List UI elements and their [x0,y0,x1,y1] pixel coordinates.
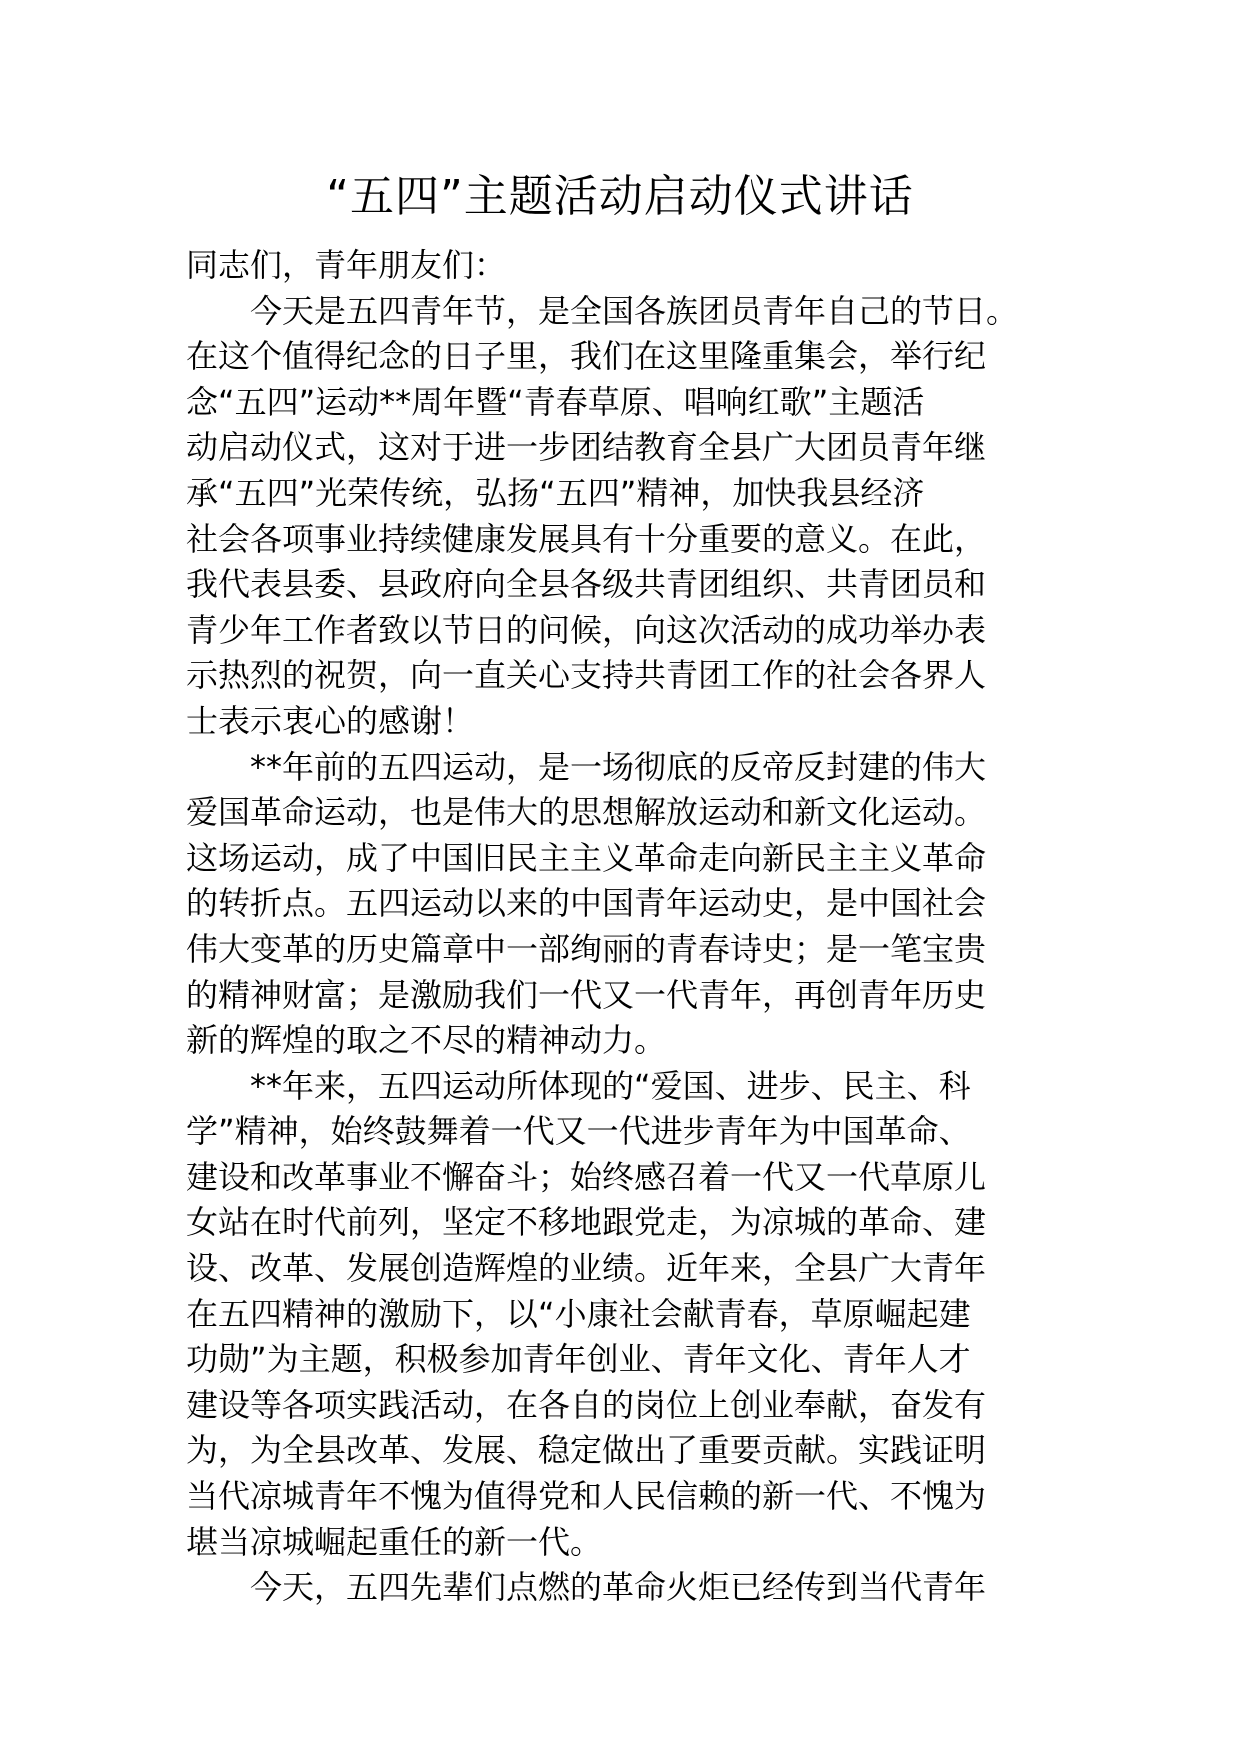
paragraph-line: 的转折点。五四运动以来的中国青年运动史，是中国社会 [186,884,987,923]
paragraph-line: 建设等各项实践活动，在各自的岗位上创业奉献，奋发有 [186,1385,987,1424]
paragraph-line: 堪当凉城崛起重任的新一代。 [186,1522,603,1561]
paragraph-line: 社会各项事业持续健康发展具有十分重要的意义。在此， [186,519,987,558]
paragraph-line: 的精神财富；是激励我们一代又一代青年，再创青年历史 [186,975,987,1014]
paragraph-line: 今天，五四先辈们点燃的革命火炬已经传到当代青年 [250,1568,987,1607]
paragraph-1 [186,289,1086,745]
paragraph-line: 在这个值得纪念的日子里，我们在这里隆重集会，举行纪 [186,337,987,376]
paragraph-3 [186,1064,1086,1566]
paragraph-line: **年前的五四运动，是一场彻底的反帝反封建的伟大 [250,747,987,786]
paragraph-line: 爱国革命运动，也是伟大的思想解放运动和新文化运动。 [186,793,987,832]
paragraph-line: 新的辉煌的取之不尽的精神动力。 [186,1021,667,1060]
document-body [186,243,1086,1611]
salutation: 同志们，青年朋友们： [186,246,507,284]
paragraph-line: 承“五四”光荣传统，弘扬“五四”精神，加快我县经济 [186,473,925,512]
paragraph-line: 今天是五四青年节，是全国各族团员青年自己的节日。 [250,291,1019,330]
document-title: “五四”主题活动启动仪式讲话 [326,171,914,222]
paragraph-2 [186,745,1086,1064]
paragraph-line: 士表示衷心的感谢！ [186,701,475,740]
paragraph-line: 为，为全县改革、发展、稳定做出了重要贡献。实践证明 [186,1431,987,1470]
paragraph-line: 我代表县委、县政府向全县各级共青团组织、共青团员和 [186,565,987,604]
paragraph-line: **年来，五四运动所体现的“爱国、进步、民主、科 [250,1066,971,1105]
paragraph-line: 设、改革、发展创造辉煌的业绩。近年来，全县广大青年 [186,1249,987,1288]
paragraph-line: 学”精神，始终鼓舞着一代又一代进步青年为中国革命、 [186,1112,971,1151]
paragraph-line: 女站在时代前列，坚定不移地跟党走，为凉城的革命、建 [186,1203,987,1242]
paragraph-line: 伟大变革的历史篇章中一部绚丽的青春诗史；是一笔宝贵 [186,929,987,968]
paragraph-4 [186,1565,1086,1611]
paragraph-line: 示热烈的祝贺，向一直关心支持共青团工作的社会各界人 [186,656,987,695]
paragraph-line: 功勋”为主题，积极参加青年创业、青年文化、青年人才 [186,1340,971,1379]
paragraph-line: 青少年工作者致以节日的问候，向这次活动的成功举办表 [186,610,987,649]
paragraph-line: 这场运动，成了中国旧民主主义革命走向新民主主义革命 [186,838,987,877]
paragraph-line: 动启动仪式，这对于进一步团结教育全县广大团员青年继 [186,428,987,467]
paragraph-line: 念“五四”运动**周年暨“青春草原、唱响红歌”主题活 [186,382,925,421]
paragraph-line: 在五四精神的激励下，以“小康社会献青春，草原崛起建 [186,1294,971,1333]
paragraph-line: 当代凉城青年不愧为值得党和人民信赖的新一代、不愧为 [186,1477,987,1516]
paragraph-line: 建设和改革事业不懈奋斗；始终感召着一代又一代草原儿 [186,1157,987,1196]
